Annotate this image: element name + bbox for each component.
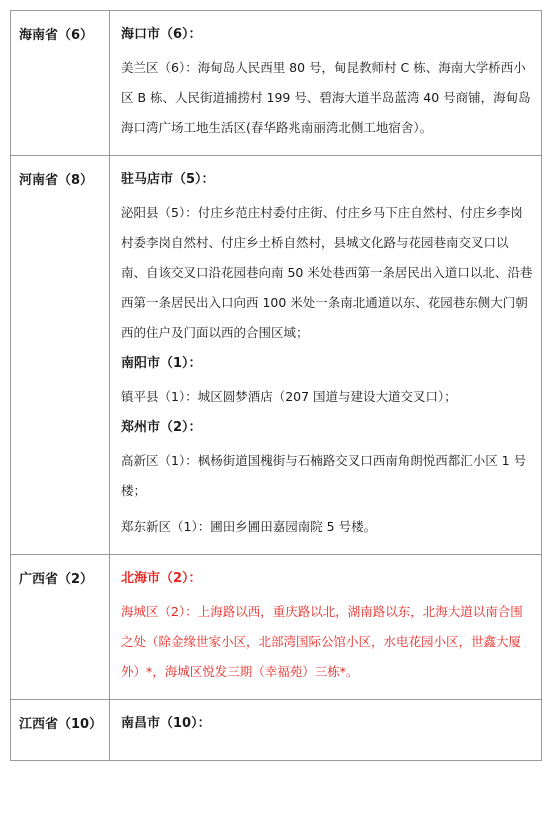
province-cell: 广西省（2） xyxy=(11,555,110,700)
province-row-henan xyxy=(11,156,542,555)
district-text: 郑东新区（1）：圃田乡圃田嘉园南院 5 号楼。 xyxy=(121,519,377,534)
detail-cell xyxy=(110,156,542,555)
city-title-highlighted: 北海市（2）： xyxy=(121,571,202,586)
province-cell: 河南省（8） xyxy=(11,156,110,555)
risk-area-table xyxy=(10,10,542,761)
city-title: 驻马店市（5）： xyxy=(121,172,215,187)
province-row-guangxi xyxy=(11,555,542,700)
city-title: 海口市（6）： xyxy=(121,27,202,42)
city-title: 南阳市（1）： xyxy=(121,356,202,371)
district-text: 泌阳县（5）：付庄乡范庄村委付庄街、付庄乡马下庄自然村、付庄乡李岗村委李岗自然村、付庄乡土桥自然村，县城文化路与花园巷南交叉口以南、自该交叉口沿花园巷向南 50 米处巷西第一条居民出入道口以北、沿巷西第一条居民出入口向西 100 米处一条南北通道以东、花园巷东侧大门朝西的住户及门面以西的合围区域； xyxy=(121,205,533,340)
detail-cell xyxy=(110,700,542,761)
province-cell: 海南省（6） xyxy=(11,11,110,156)
city-title: 南昌市（10）： xyxy=(121,716,211,731)
detail-cell xyxy=(110,11,542,156)
district-text: 美兰区（6）：海甸岛人民西里 80 号，甸昆教师村 C 栋、海南大学桥西小区 B 栋、人民街道捕捞村 199 号、碧海大道半岛蓝湾 40 号商铺，海甸岛海口湾广场工地生活区(春华路兆南丽湾北侧工地宿舍）。 xyxy=(121,60,531,135)
district-text-highlighted: 海城区（2）：上海路以西，重庆路以北，湖南路以东，北海大道以南合围之处（除金缘世家小区，北部湾国际公馆小区，水电花园小区，世鑫大厦外）*，海城区悦发三期（幸福苑）三栋*。 xyxy=(121,604,523,679)
province-cell: 江西省（10） xyxy=(11,700,110,761)
district-text: 镇平县（1）：城区圆梦酒店（207 国道与建设大道交叉口）； xyxy=(121,389,457,404)
district-text: 高新区（1）：枫杨街道国槐街与石楠路交叉口西南角朗悦西都汇小区 1 号楼； xyxy=(121,453,527,498)
province-row-jiangxi xyxy=(11,700,542,761)
province-row-hainan xyxy=(11,11,542,156)
city-title: 郑州市（2）： xyxy=(121,420,202,435)
detail-cell xyxy=(110,555,542,700)
